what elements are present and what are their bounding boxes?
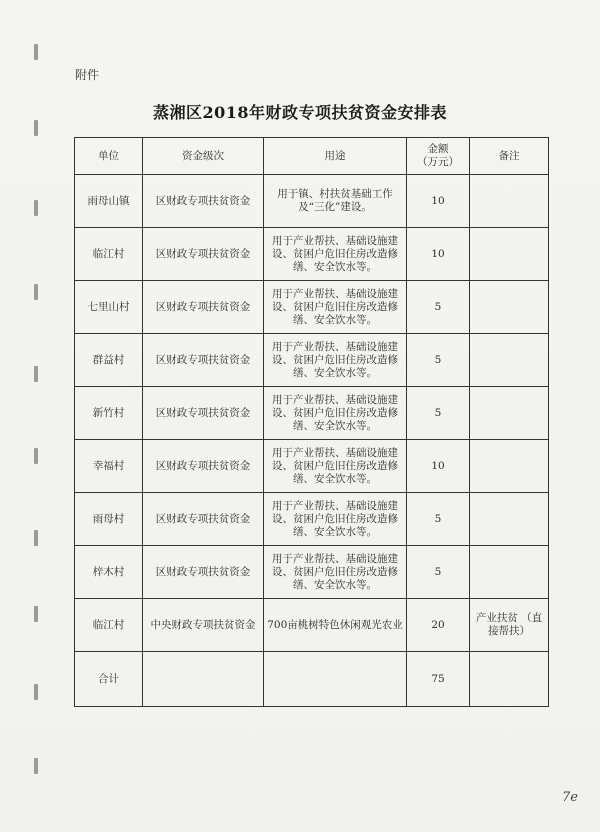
total-amount: 75 xyxy=(407,652,470,707)
cell-remark xyxy=(470,228,549,281)
cell-amount: 5 xyxy=(407,334,470,387)
header-purpose: 用途 xyxy=(264,138,407,175)
punch-hole-mark xyxy=(34,200,38,216)
cell-amount: 10 xyxy=(407,228,470,281)
punch-hole-mark xyxy=(34,606,38,622)
cell-unit: 临江村 xyxy=(75,599,143,652)
table-row xyxy=(75,228,549,281)
cell-remark xyxy=(470,493,549,546)
cell-purpose: 用于产业帮扶、基础设施建设、贫困户危旧住房改造修缮、安全饮水等。 xyxy=(264,281,407,334)
cell-remark xyxy=(470,440,549,493)
header-amount: 金额 （万元） xyxy=(407,138,470,175)
cell-unit: 雨母村 xyxy=(75,493,143,546)
table-row xyxy=(75,334,549,387)
cell-unit: 临江村 xyxy=(75,228,143,281)
cell-remark xyxy=(470,387,549,440)
fund-allocation-table xyxy=(74,137,549,707)
cell-remark xyxy=(470,281,549,334)
punch-hole-mark xyxy=(34,448,38,464)
attachment-label: 附件 xyxy=(75,68,100,82)
cell-fund-level: 区财政专项扶贫资金 xyxy=(143,546,264,599)
cell-purpose: 用于产业帮扶、基础设施建设、贫困户危旧住房改造修缮、安全饮水等。 xyxy=(264,440,407,493)
cell-amount: 20 xyxy=(407,599,470,652)
handwritten-mark: 7e xyxy=(562,790,578,805)
table-total-row xyxy=(75,652,549,707)
cell-amount: 5 xyxy=(407,546,470,599)
table-row xyxy=(75,599,549,652)
cell-remark xyxy=(470,175,549,228)
cell-purpose: 用于产业帮扶、基础设施建设、贫困户危旧住房改造修缮、安全饮水等。 xyxy=(264,387,407,440)
cell-unit: 雨母山镇 xyxy=(75,175,143,228)
table-row xyxy=(75,440,549,493)
cell-fund-level: 区财政专项扶贫资金 xyxy=(143,493,264,546)
cell-purpose: 用于产业帮扶、基础设施建设、贫困户危旧住房改造修缮、安全饮水等。 xyxy=(264,493,407,546)
cell-purpose xyxy=(264,652,407,707)
table-row xyxy=(75,546,549,599)
punch-hole-mark xyxy=(34,44,38,60)
cell-purpose: 用于产业帮扶、基础设施建设、贫困户危旧住房改造修缮、安全饮水等。 xyxy=(264,546,407,599)
cell-fund-level xyxy=(143,652,264,707)
table-header-row xyxy=(75,138,549,175)
cell-purpose: 用于产业帮扶、基础设施建设、贫困户危旧住房改造修缮、安全饮水等。 xyxy=(264,228,407,281)
cell-purpose: 用于产业帮扶、基础设施建设、贫困户危旧住房改造修缮、安全饮水等。 xyxy=(264,334,407,387)
cell-fund-level: 中央财政专项扶贫资金 xyxy=(143,599,264,652)
total-label: 合计 xyxy=(75,652,143,707)
cell-unit: 幸福村 xyxy=(75,440,143,493)
cell-unit: 群益村 xyxy=(75,334,143,387)
cell-remark: 产业扶贫 （直接帮扶） xyxy=(470,599,549,652)
punch-hole-mark xyxy=(34,530,38,546)
cell-remark xyxy=(470,334,549,387)
cell-unit: 梓木村 xyxy=(75,546,143,599)
page-title: 蒸湘区2018年财政专项扶贫资金安排表 xyxy=(152,103,448,122)
cell-remark xyxy=(470,546,549,599)
cell-fund-level: 区财政专项扶贫资金 xyxy=(143,440,264,493)
cell-amount: 5 xyxy=(407,281,470,334)
cell-remark xyxy=(470,652,549,707)
cell-unit: 新竹村 xyxy=(75,387,143,440)
cell-fund-level: 区财政专项扶贫资金 xyxy=(143,281,264,334)
cell-fund-level: 区财政专项扶贫资金 xyxy=(143,175,264,228)
punch-hole-mark xyxy=(34,366,38,382)
cell-purpose: 用于镇、村扶贫基础工作及“三化”建设。 xyxy=(264,175,407,228)
header-remark: 备注 xyxy=(470,138,549,175)
cell-fund-level: 区财政专项扶贫资金 xyxy=(143,387,264,440)
cell-fund-level: 区财政专项扶贫资金 xyxy=(143,228,264,281)
cell-amount: 10 xyxy=(407,175,470,228)
cell-unit: 七里山村 xyxy=(75,281,143,334)
punch-hole-mark xyxy=(34,758,38,774)
cell-amount: 5 xyxy=(407,493,470,546)
table-row xyxy=(75,387,549,440)
header-unit: 单位 xyxy=(75,138,143,175)
table-row xyxy=(75,281,549,334)
cell-amount: 10 xyxy=(407,440,470,493)
cell-purpose: 700亩桃树特色休闲观光农业 xyxy=(264,599,407,652)
punch-hole-mark xyxy=(34,284,38,300)
table-row xyxy=(75,175,549,228)
cell-amount: 5 xyxy=(407,387,470,440)
punch-hole-mark xyxy=(34,684,38,700)
table-row xyxy=(75,493,549,546)
cell-fund-level: 区财政专项扶贫资金 xyxy=(143,334,264,387)
header-fund-level: 资金级次 xyxy=(143,138,264,175)
